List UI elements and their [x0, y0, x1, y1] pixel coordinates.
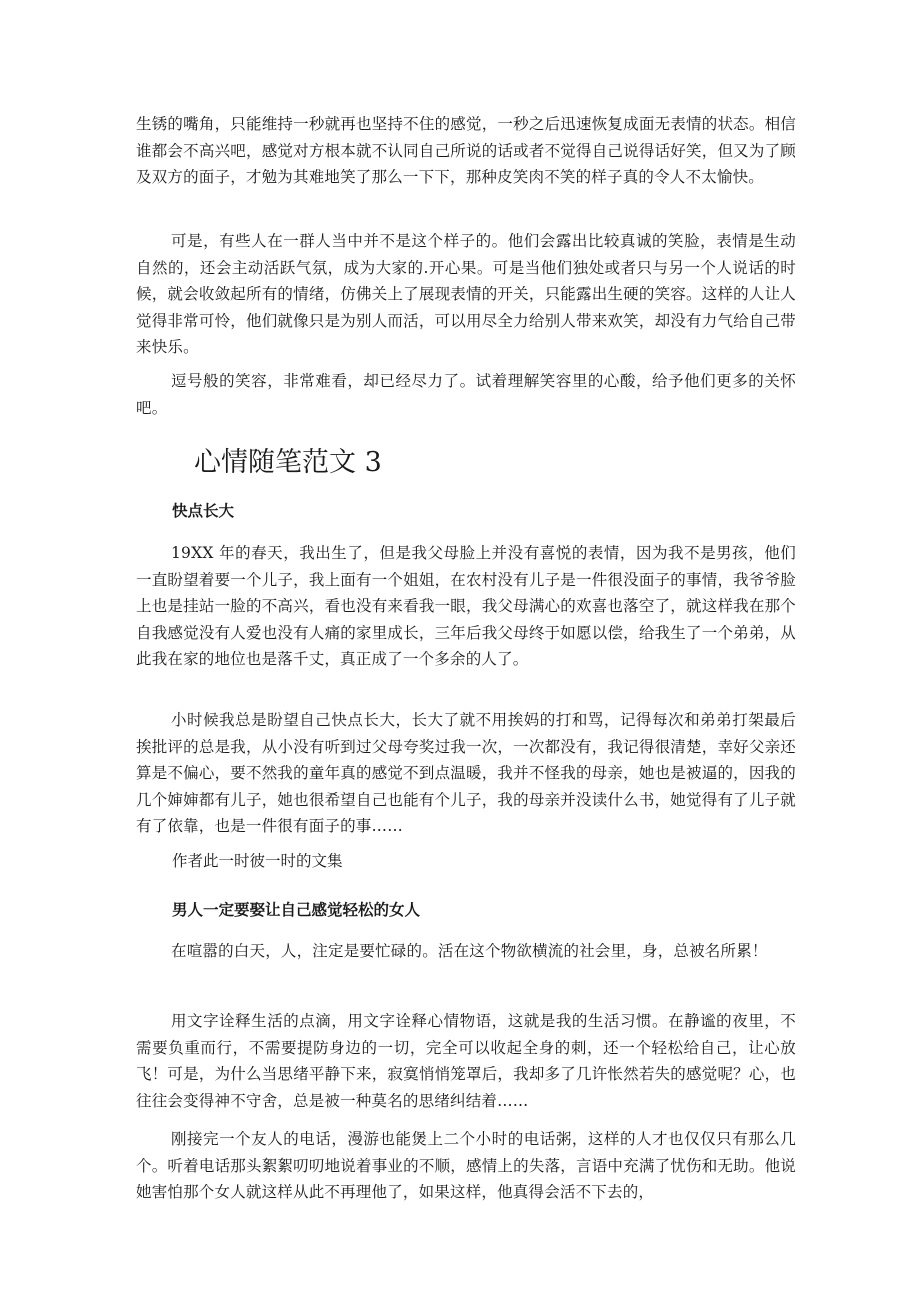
paragraph-1: 生锈的嘴角，只能维持一秒就再也坚持不住的感觉，一秒之后迅速恢复成面无表情的状态。相信谁都会不高兴吧，感觉对方根本就不认同自己所说的话或者不觉得自己说得话好笑，但又为了顾及双方的面子，才勉为其难地笑了那么一下下，那种皮笑肉不笑的样子真的令人不太愉快。 [136, 115, 796, 186]
paragraph-3: 逗号般的笑容，非常难看，却已经尽力了。试着理解笑容里的心酸，给予他们更多的关怀吧。 [136, 372, 796, 417]
paragraph-4: 19XX 年的春天，我出生了，但是我父母脸上并没有喜悦的表情，因为我不是男孩，他们一直盼望着要一个儿子，我上面有一个姐姐，在农村没有儿子是一件很没面子的事情，我爷爷脸上也是挂站一脸的不高兴，看也没有来看我一眼，我父母满心的欢喜也落空了，就这样我在那个自我感觉没有人爱也没有人痛的家里成长，三年后我父母终于如愿以偿，给我生了一个弟弟，从此我在家的地位也是落千丈，真正成了一个多余的人了。 [136, 544, 796, 668]
section-heading: 心情随笔范文 3 [194, 447, 382, 478]
subheading-marry: 男人一定要娶让自己感觉轻松的女人 [172, 901, 421, 919]
paragraph-6: 在喧嚣的白天，人，注定是要忙碌的。活在这个物欲横流的社会里，身，总被名所累！ [171, 942, 768, 960]
paragraph-5: 小时候我总是盼望自己快点长大，长大了就不用挨妈的打和骂，记得每次和弟弟打架最后挨批评的总是我，从小没有听到过父母夸奖过我一次，一次都没有，我记得很清楚，幸好父亲还算是不偏心，要不然我的童年真的感觉不到点温暖，我并不怪我的母亲，她也是被逼的，因我的几个婶婶都有儿子，她也很希望自己也能有个儿子，我的母亲并没读什么书，她觉得有了儿子就有了依靠，也是一件很有面子的事…… [136, 711, 796, 835]
author-note: 作者此一时彼一时的文集 [172, 852, 343, 870]
paragraph-7: 用文字诠释生活的点滴，用文字诠释心情物语，这就是我的生活习惯。在静谧的夜里，不需要负重而行，不需要提防身边的一切，完全可以收起全身的刺，还一个轻松给自己，让心放飞！可是，为什么当思绪平静下来，寂寞悄悄笼罩后，我却多了几许怅然若失的感觉呢？心，也往往会变得神不守舍，总是被一种莫名的思绪纠结着…… [136, 1012, 796, 1110]
paragraph-2: 可是，有些人在一群人当中并不是这个样子的。他们会露出比较真诚的笑脸，表情是生动自然的，还会主动活跃气氛，成为大家的.开心果。可是当他们独处或者只与另一个人说话的时候，就会收敛起所有的情绪，仿佛关上了展现表情的开关，只能露出生硬的笑容。这样的人让人觉得非常可怜，他们就像只是为别人而活，可以用尽全力给别人带来欢笑，却没有力气给自己带来快乐。 [136, 232, 796, 356]
subheading-grow-up: 快点长大 [172, 502, 235, 520]
paragraph-8: 刚接完一个友人的电话，漫游也能煲上二个小时的电话粥，这样的人才也仅仅只有那么几个。听着电话那头絮絮叨叨地说着事业的不顺，感情上的失落，言语中充满了忧伤和无助。他说她害怕那个女人就这样从此不再理他了，如果这样，他真得会活不下去的， [136, 1130, 796, 1201]
